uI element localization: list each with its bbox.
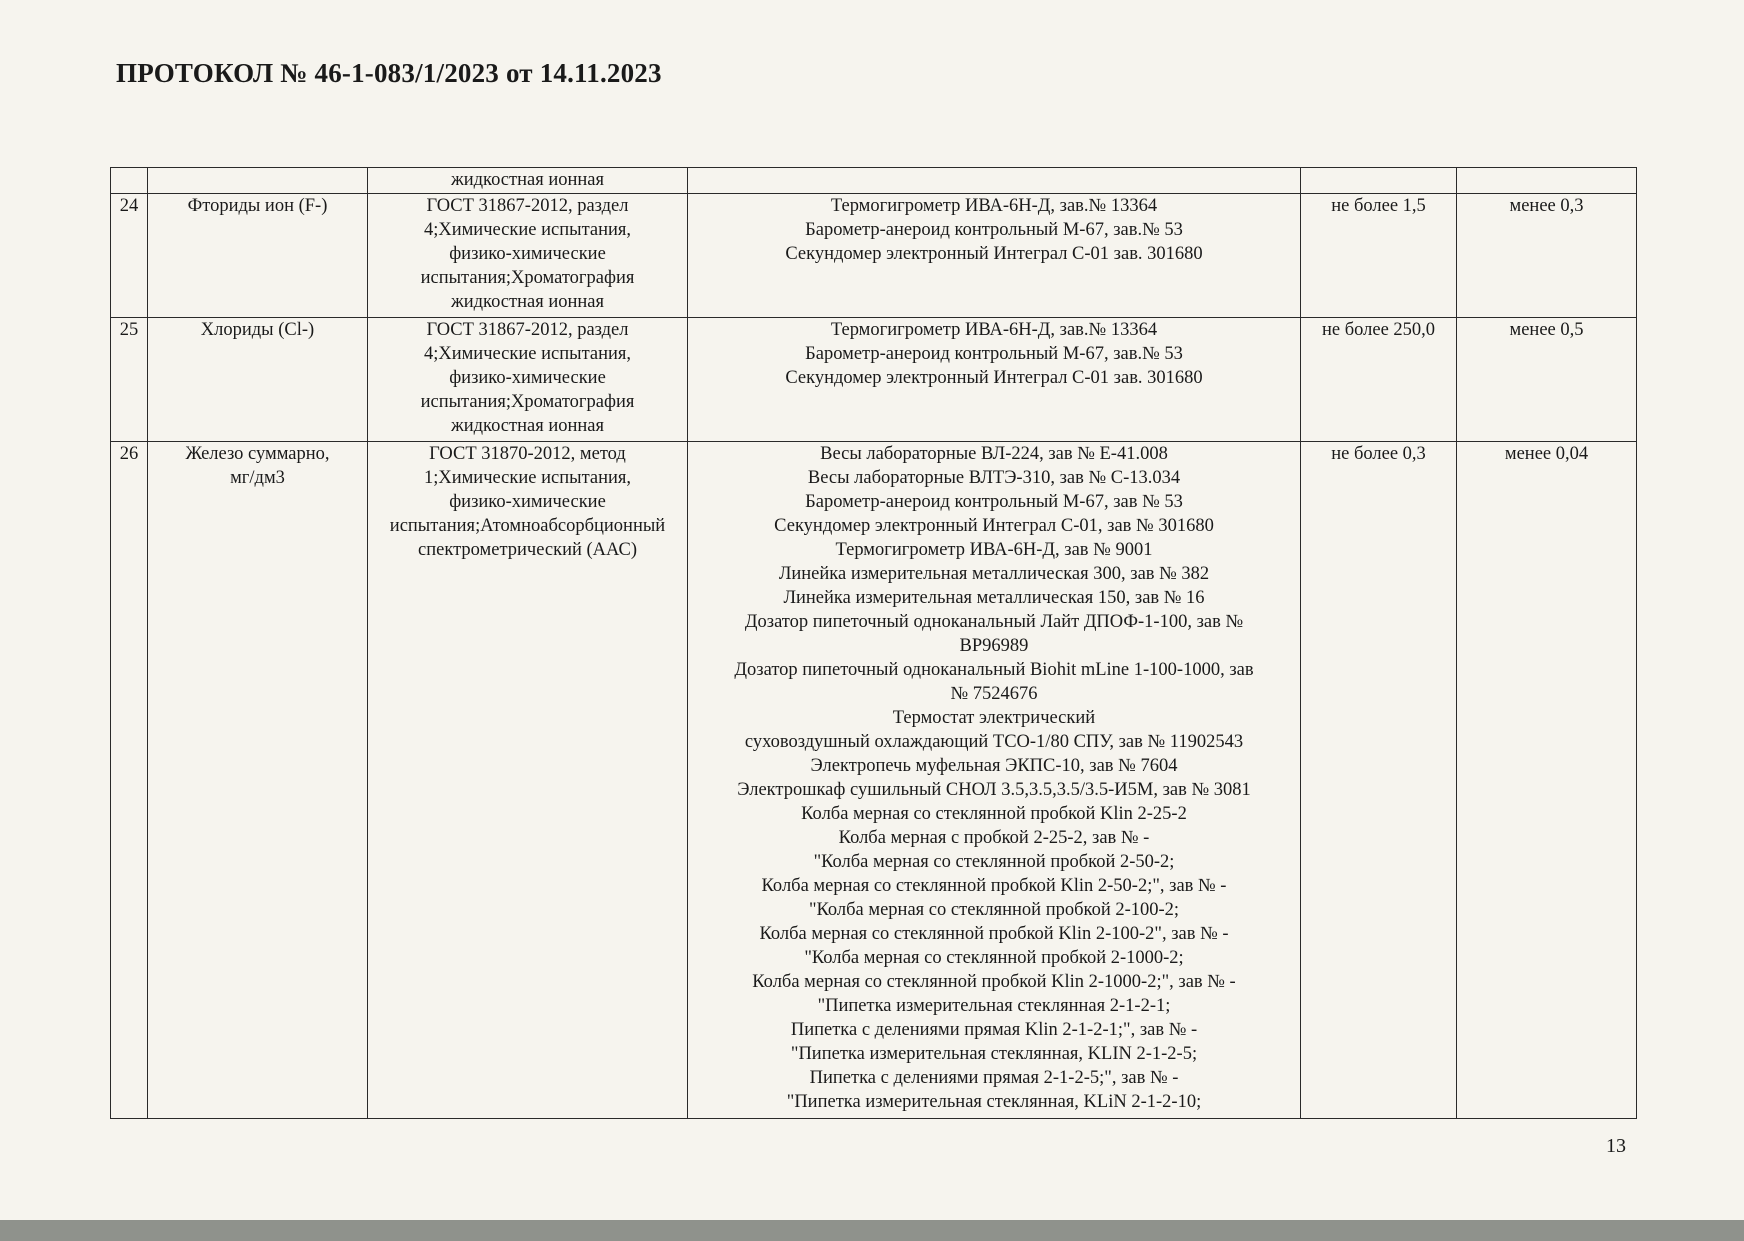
indicator-line: мг/дм3 [230,468,285,488]
equipment-line: Пипетка с делениями прямая 2-1-2-5;", зав № - [809,1068,1179,1088]
equipment-line: Колба мерная со стеклянной пробкой Klin 2-1000-2;", зав № - [752,972,1236,992]
method-line: физико-химические [449,244,606,264]
row-number: 26 [119,444,139,464]
norm-value: не более 250,0 [1321,320,1436,340]
cell-result [1457,168,1637,194]
equipment-line: Весы лабораторные ВЛ-224, зав № Е-41.008 [820,444,1168,464]
cell-equipment [688,318,1301,442]
method-line: ГОСТ 31867-2012, раздел [426,196,629,216]
equipment-line: Электропечь муфельная ЭКПС-10, зав № 7604 [810,756,1178,776]
method-line: 4;Химические испытания, [423,344,632,364]
equipment-line: "Колба мерная со стеклянной пробкой 2-100-2; [808,900,1180,920]
method-line: испытания;Хроматография [420,392,635,412]
equipment-line: ВР96989 [959,636,1029,656]
cell-num [111,168,148,194]
cell-num [111,442,148,1119]
equipment-line: "Пипетка измерительная стеклянная 2-1-2-1; [817,996,1171,1016]
method-line: испытания;Хроматография [420,268,635,288]
method-line: 4;Химические испытания, [423,220,632,240]
method-line: испытания;Атомноабсорбционный [389,516,666,536]
scan-edge-bar [0,1220,1744,1241]
equipment-line: Дозатор пипеточный одноканальный Biohit mLine 1-100-1000, зав [734,660,1254,680]
cell-num [111,194,148,318]
equipment-line: Барометр-анероид контрольный М-67, зав.№ 53 [805,344,1183,364]
equipment-line: Термостат электрический [892,708,1096,728]
method-line: жидкостная ионная [450,292,605,312]
equipment-line: "Колба мерная со стеклянной пробкой 2-50-2; [813,852,1175,872]
cell-norm [1301,168,1457,194]
method-line: ГОСТ 31867-2012, раздел [426,320,629,340]
equipment-line: № 7524676 [950,684,1038,704]
cell-norm [1301,318,1457,442]
table-row-continuation [111,168,1637,194]
equipment-line: "Пипетка измерительная стеклянная, KLiN 2-1-2-10; [786,1092,1202,1112]
equipment-line: Термогигрометр ИВА-6Н-Д, зав.№ 13364 [830,196,1158,216]
norm-value: не более 0,3 [1331,444,1426,464]
cell-method [368,318,688,442]
equipment-line: Колба мерная с пробкой 2-25-2, зав № - [838,828,1150,848]
equipment-line: Барометр-анероид контрольный М-67, зав № 53 [805,492,1183,512]
row-number: 25 [119,320,139,340]
equipment-line: Колба мерная со стеклянной пробкой Klin 2-50-2;", зав № - [761,876,1227,896]
cell-result [1457,318,1637,442]
method-line: спектрометрический (ААС) [418,540,637,560]
norm-value: не более 1,5 [1331,196,1426,216]
indicator-line: Фториды ион (F-) [187,196,328,216]
cell-num [111,318,148,442]
equipment-line: Секундомер электронный Интеграл С-01, зав № 301680 [774,516,1214,536]
cell-method [368,442,688,1119]
table-row [111,194,1637,318]
cell-indicator [148,194,368,318]
method-line: ГОСТ 31870-2012, метод [429,444,626,464]
equipment-line: Колба мерная со стеклянной пробкой Klin 2-25-2 [801,804,1187,824]
cell-norm [1301,194,1457,318]
equipment-line: Электрошкаф сушильный СНОЛ 3.5,3.5,3.5/3.5-И5М, зав № 3081 [737,780,1251,800]
equipment-line: Дозатор пипеточный одноканальный Лайт ДПОФ-1-100, зав № [744,612,1244,632]
method-line: физико-химические [449,368,606,388]
equipment-line: Линейка измерительная металлическая 300, зав № 382 [778,564,1210,584]
row-number: 24 [119,196,139,216]
equipment-line: Секундомер электронный Интеграл С-01 зав. 301680 [785,244,1203,264]
cell-indicator [148,168,368,194]
equipment-line: Весы лабораторные ВЛТЭ-310, зав № С-13.034 [807,468,1181,488]
method-line: жидкостная ионная [450,170,605,190]
equipment-line: Колба мерная со стеклянной пробкой Klin 2-100-2", зав № - [759,924,1229,944]
equipment-line: Секундомер электронный Интеграл С-01 зав. 301680 [785,368,1203,388]
method-line: 1;Химические испытания, [423,468,632,488]
equipment-line: "Пипетка измерительная стеклянная, KLIN 2-1-2-5; [790,1044,1198,1064]
cell-method [368,168,688,194]
cell-indicator [148,442,368,1119]
result-value: менее 0,5 [1509,320,1584,340]
cell-indicator [148,318,368,442]
protocol-table [110,167,1637,1119]
table-row [111,442,1637,1119]
equipment-line: "Колба мерная со стеклянной пробкой 2-1000-2; [804,948,1184,968]
table-body [111,168,1637,1119]
indicator-line: Хлориды (Cl-) [200,320,315,340]
result-value: менее 0,3 [1509,196,1584,216]
equipment-line: Термогигрометр ИВА-6Н-Д, зав.№ 13364 [830,320,1158,340]
equipment-line: суховоздушный охлаждающий ТСО-1/80 СПУ, зав № 11902543 [744,732,1244,752]
equipment-line: Пипетка с делениями прямая Klin 2-1-2-1;", зав № - [790,1020,1198,1040]
equipment-line: Термогигрометр ИВА-6Н-Д, зав № 9001 [835,540,1153,560]
table-row [111,318,1637,442]
cell-equipment [688,442,1301,1119]
equipment-line: Барометр-анероид контрольный М-67, зав.№ 53 [805,220,1183,240]
method-line: физико-химические [449,492,606,512]
cell-result [1457,442,1637,1119]
cell-equipment [688,194,1301,318]
cell-method [368,194,688,318]
cell-equipment [688,168,1301,194]
indicator-line: Железо суммарно, [185,444,330,464]
cell-result [1457,194,1637,318]
cell-norm [1301,442,1457,1119]
page-number: 13 [1606,1135,1626,1157]
method-line: жидкостная ионная [450,416,605,436]
result-value: менее 0,04 [1504,444,1589,464]
page-title: ПРОТОКОЛ № 46-1-083/1/2023 от 14.11.2023 [116,58,662,88]
equipment-line: Линейка измерительная металлическая 150, зав № 16 [783,588,1205,608]
